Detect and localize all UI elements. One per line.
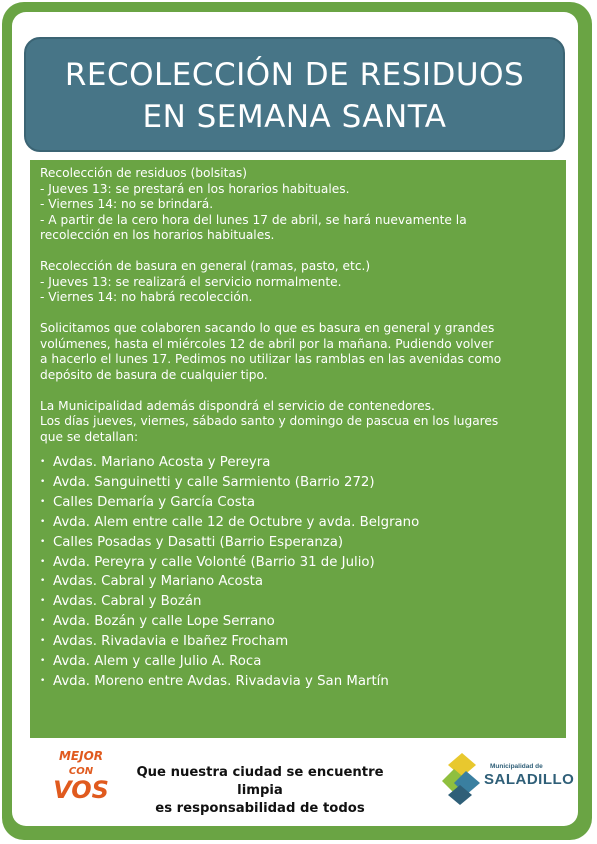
bullet-icon: • <box>40 656 46 667</box>
bullet-icon: • <box>40 496 46 507</box>
title-banner <box>24 37 565 152</box>
bullet-icon: • <box>40 516 46 527</box>
list-item <box>40 652 556 672</box>
location-label: Avda. Pereyra y calle Volonté (Barrio 31 de Julio) <box>53 554 375 570</box>
location-label: Avdas. Mariano Acosta y Pereyra <box>53 455 271 470</box>
footer-message-line-1: Que nuestra ciudad se encuentre limpia <box>136 765 384 798</box>
basura-line: - Viernes 14: no habrá recolección. <box>40 290 253 304</box>
bullet-icon: • <box>40 616 46 627</box>
bullet-icon: • <box>40 675 46 686</box>
list-item <box>40 473 556 493</box>
list-item <box>40 513 556 533</box>
footer <box>30 738 575 818</box>
list-item <box>40 672 556 692</box>
basura-heading: Recolección de basura en general (ramas, pasto, etc.) <box>40 259 371 273</box>
solicitud-line: a hacerlo el lunes 17. Pedimos no utilizar las ramblas en las avenidas como <box>40 352 502 366</box>
solicitud-line: depósito de basura de cualquier tipo. <box>40 367 268 382</box>
list-item <box>40 453 556 473</box>
list-item <box>40 493 556 513</box>
contenedores-line: que se detallan: <box>40 429 139 444</box>
content-panel <box>30 160 566 738</box>
list-item <box>40 592 556 612</box>
title-line-1: RECOLECCIÓN DE RESIDUOS <box>64 57 525 93</box>
contenedores-line: La Municipalidad además dispondrá el servicio de contenedores. <box>40 398 435 413</box>
solicitud-section <box>40 321 556 383</box>
list-item <box>40 612 556 632</box>
solicitud-line: Solicitamos que colaboren sacando lo que es basura en general y grandes <box>40 321 495 335</box>
logo-word-1: MEJOR <box>58 749 104 763</box>
bullet-icon: • <box>40 556 46 567</box>
bullet-icon: • <box>40 457 46 467</box>
bolsitas-line: - A partir de la cero hora del lunes 17 de abril, se hará nuevamente la <box>40 212 467 227</box>
locations-list <box>40 453 556 692</box>
solicitud-line: volúmenes, hasta el miércoles 12 de abril por la mañana. Pudiendo volver <box>40 336 494 351</box>
bolsitas-line: recolección en los horarios habituales. <box>40 228 275 242</box>
saladillo-emblem-icon <box>442 751 486 807</box>
list-item <box>40 533 556 553</box>
saladillo-name: SALADILLO <box>484 771 575 788</box>
contenedores-section <box>40 399 556 446</box>
location-label: Avda. Bozán y calle Lope Serrano <box>53 614 275 630</box>
bullet-icon: • <box>40 636 46 647</box>
location-label: Avdas. Cabral y Bozán <box>53 594 202 610</box>
location-label: Calles Demaría y García Costa <box>53 494 256 510</box>
mejor-con-vos-logo <box>50 743 112 805</box>
list-item <box>40 632 556 652</box>
location-label: Avda. Sanguinetti y calle Sarmiento (Barrio 272) <box>53 474 375 490</box>
basura-general-section <box>40 259 556 306</box>
contenedores-line: Los días jueves, viernes, sábado santo y domingo de pascua en los lugares <box>40 414 499 428</box>
location-label: Avdas. Rivadavia e Ibañez Frocham <box>53 634 289 650</box>
bullet-icon: • <box>40 536 46 547</box>
footer-message-line-2: es responsabilidad de todos <box>155 801 365 816</box>
logo-word-3: VOS <box>53 776 109 804</box>
location-label: Avda. Moreno entre Avdas. Rivadavia y San Martín <box>53 673 389 689</box>
basura-line: - Jueves 13: se realizará el servicio normalmente. <box>40 274 342 289</box>
bullet-icon: • <box>40 476 46 487</box>
saladillo-logo <box>442 751 575 811</box>
bolsitas-line: - Viernes 14: no se brindará. <box>40 197 214 211</box>
list-item <box>40 572 556 592</box>
saladillo-subtitle: Municipalidad de <box>490 763 543 770</box>
bolsitas-line: - Jueves 13: se prestará en los horarios habituales. <box>40 181 350 196</box>
logo-word-2: CON <box>68 766 94 777</box>
location-label: Avdas. Cabral y Mariano Acosta <box>53 574 263 590</box>
location-label: Calles Posadas y Dasatti (Barrio Esperanza) <box>53 534 344 550</box>
location-label: Avda. Alem entre calle 12 de Octubre y avda. Belgrano <box>53 514 420 530</box>
bullet-icon: • <box>40 576 46 587</box>
bolsitas-section <box>40 166 556 244</box>
list-item <box>40 553 556 573</box>
bullet-icon: • <box>40 596 46 607</box>
location-label: Avda. Alem y calle Julio A. Roca <box>53 654 262 670</box>
footer-message <box>125 764 395 818</box>
title-line-2: EN SEMANA SANTA <box>142 99 447 135</box>
bolsitas-heading: Recolección de residuos (bolsitas) <box>40 166 247 180</box>
